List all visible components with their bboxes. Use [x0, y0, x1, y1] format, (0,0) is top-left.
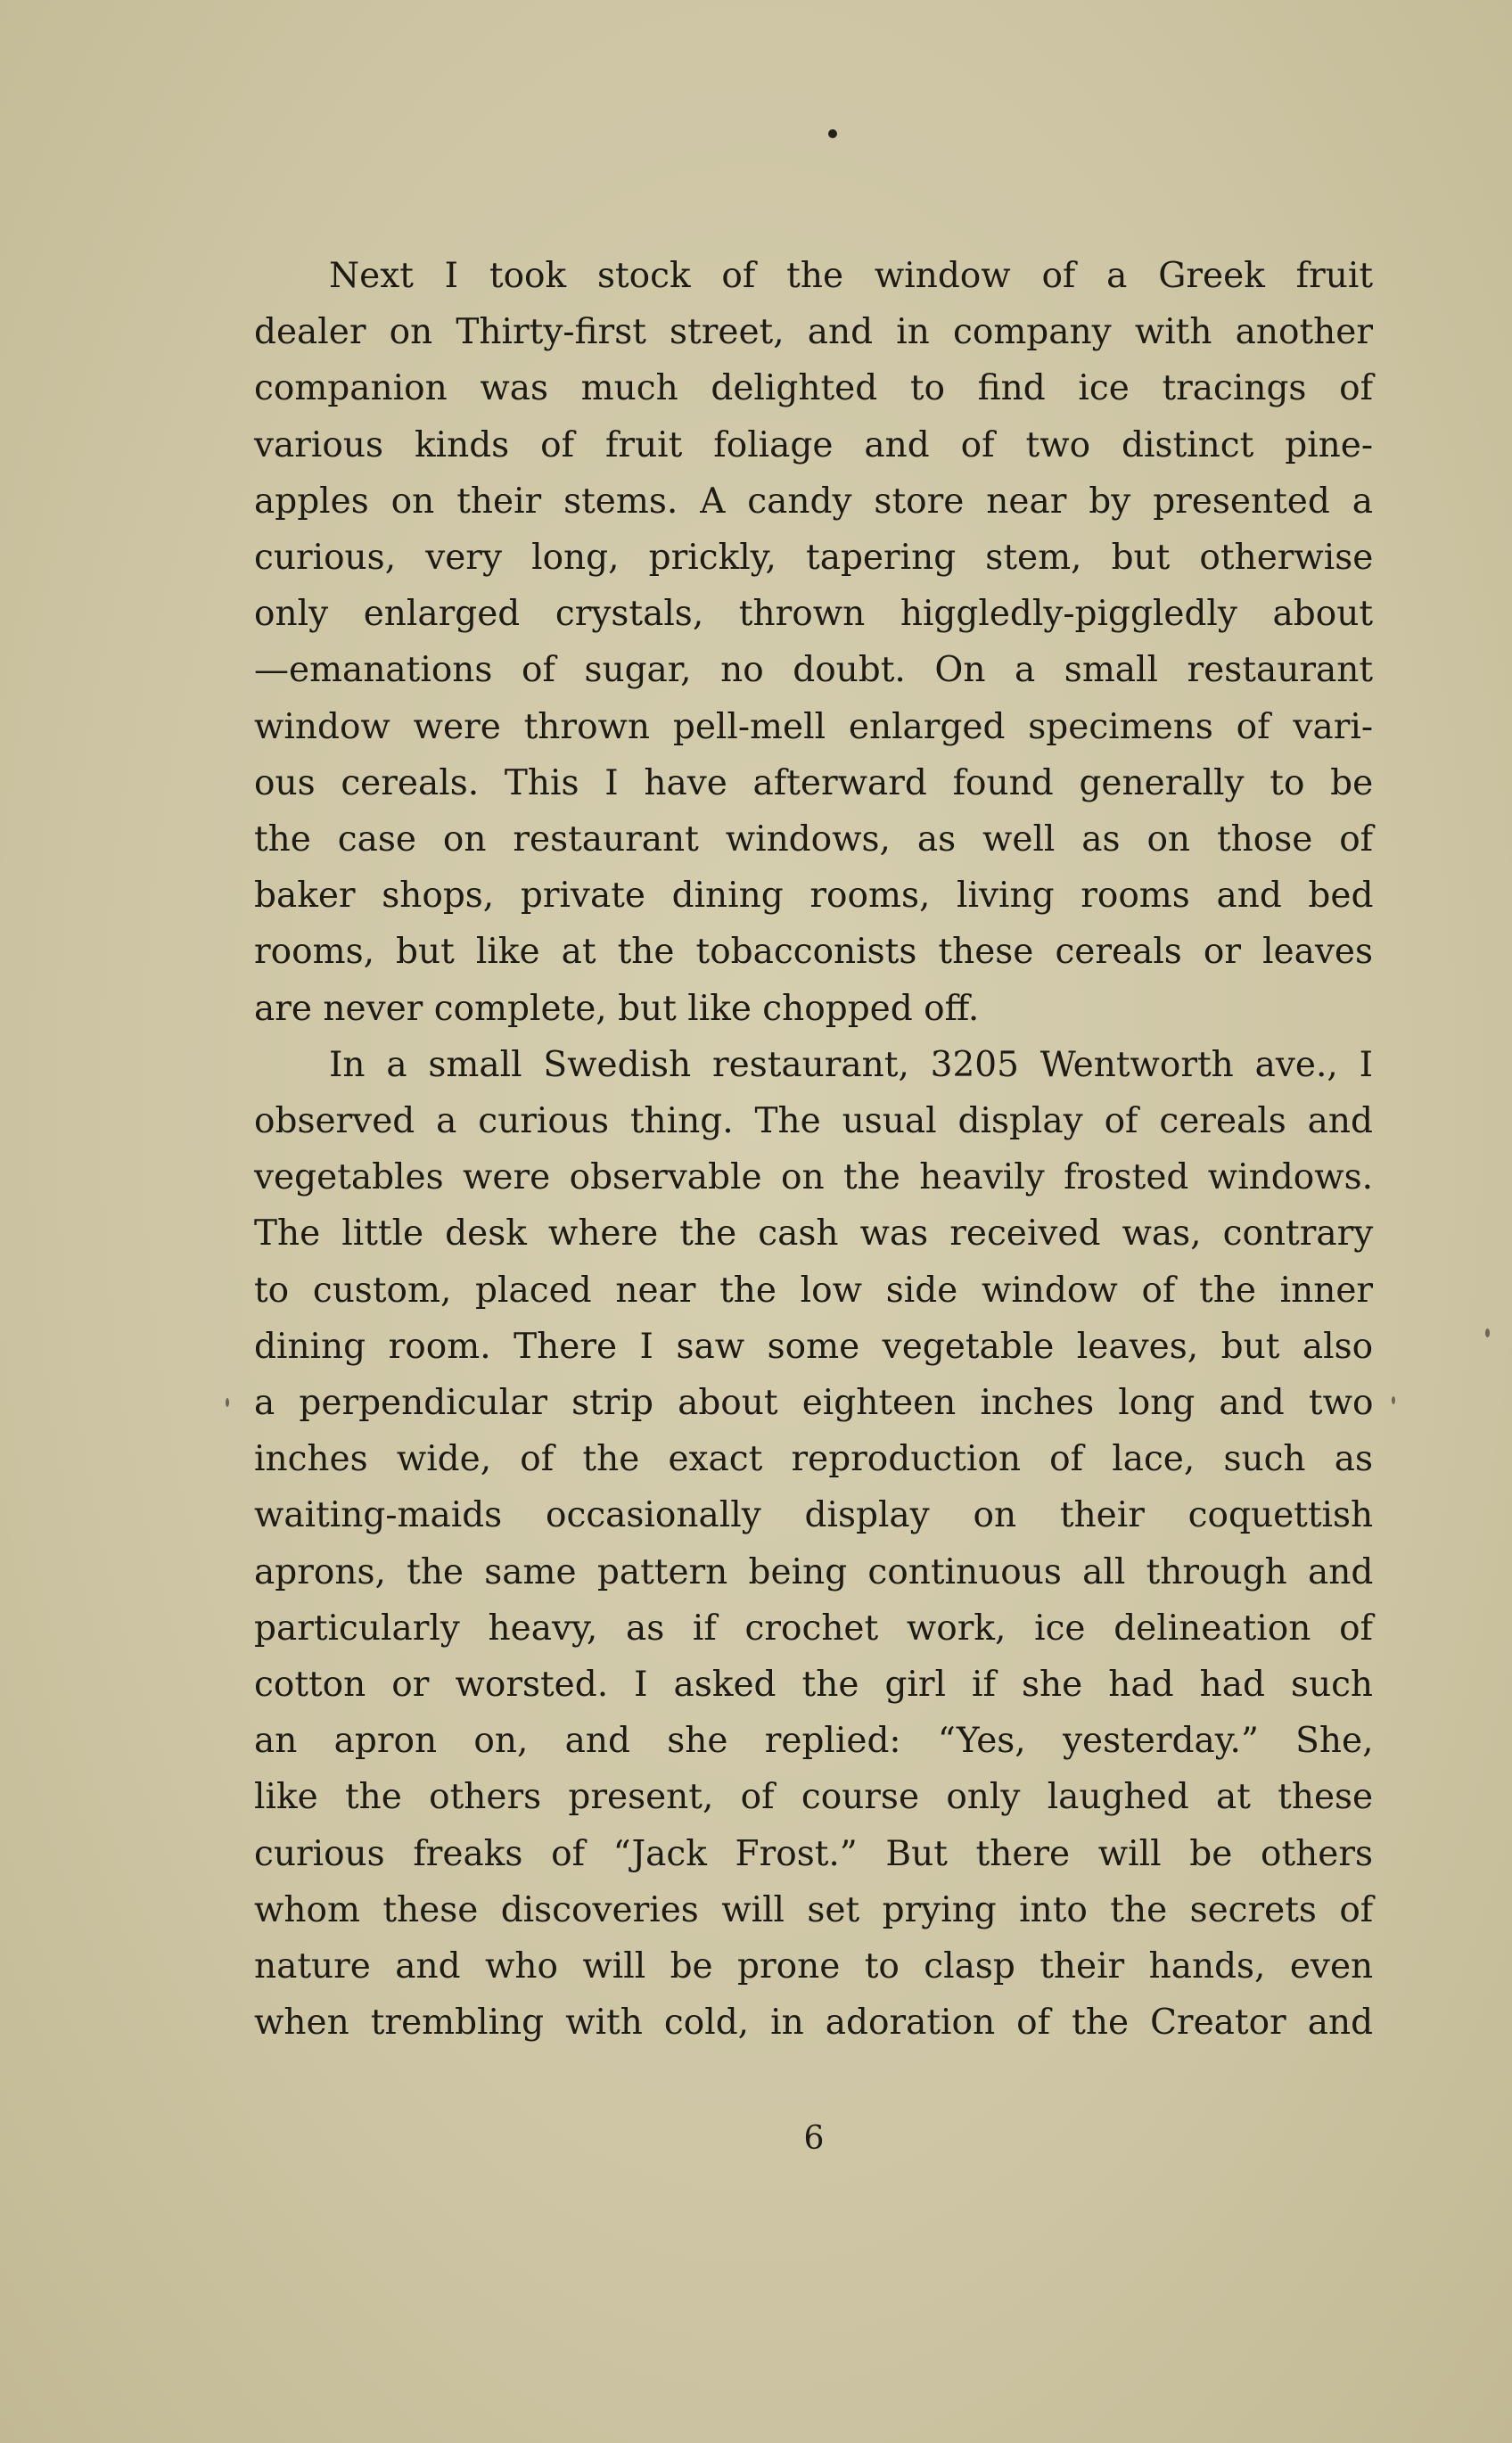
text-line: Next I took stock of the window of a Greek fruit — [329, 256, 1373, 296]
paragraph-1 — [254, 248, 1373, 1037]
text-line: companion was much delighted to find ice tracings of — [254, 368, 1373, 409]
text-line: vegetables were observable on the heavily frosted windows. — [254, 1157, 1373, 1198]
paper-speck — [1485, 1328, 1490, 1337]
text-line: In a small Swedish restaurant, 3205 Wentworth ave., I — [329, 1044, 1373, 1085]
page-number: 6 — [803, 2120, 825, 2157]
text-line: the case on restaurant windows, as well as on those of — [254, 819, 1374, 860]
text-line: waiting-maids occasionally display on their coquettish — [254, 1495, 1374, 1536]
text-line: like the others present, of course only laughed at these — [254, 1777, 1374, 1818]
paper-speck — [226, 1398, 229, 1407]
text-line: inches wide, of the exact reproduction of lace, such as — [254, 1439, 1373, 1480]
text-line: aprons, the same pattern being continuous all through and — [254, 1551, 1374, 1592]
text-line: curious, very long, prickly, tapering stem, but otherwise — [254, 538, 1374, 579]
text-line-last: are never complete, but like chopped off. — [254, 988, 980, 1029]
header-dot-mark — [828, 129, 837, 138]
text-line: apples on their stems. A candy store near by presented a — [254, 481, 1373, 522]
text-line: window were thrown pell-mell enlarged specimens of vari- — [254, 706, 1373, 747]
body-text — [254, 248, 1373, 2052]
paragraph-2 — [254, 1037, 1373, 2052]
text-line: cotton or worsted. I asked the girl if she had had such — [254, 1665, 1374, 1706]
text-line: curious freaks of “Jack Frost.” But there will be others — [254, 1833, 1373, 1874]
text-line: dealer on Thirty-first street, and in company with another — [254, 312, 1373, 353]
text-line: particularly heavy, as if crochet work, ice delineation of — [254, 1608, 1373, 1649]
text-line: whom these discoveries will set prying into the secrets of — [254, 1889, 1374, 1930]
text-line: when trembling with cold, in adoration of the Creator and — [254, 2003, 1374, 2044]
text-line: observed a curious thing. The usual display of cereals and — [254, 1101, 1373, 1142]
text-line: an apron on, and she replied: “Yes, yesterday.” She, — [254, 1721, 1374, 1762]
text-line: ous cereals. This I have afterward found generally to be — [254, 762, 1374, 803]
text-line: nature and who will be prone to clasp their hands, even — [254, 1946, 1374, 1987]
text-line: dining room. There I saw some vegetable leaves, but also — [254, 1326, 1374, 1367]
text-line: rooms, but like at the tobacconists these cereals or leaves — [254, 932, 1374, 973]
paper-speck — [1392, 1396, 1395, 1404]
text-line: baker shops, private dining rooms, living rooms and bed — [254, 876, 1374, 917]
text-line: various kinds of fruit foliage and of two distinct pine- — [254, 424, 1374, 465]
text-line: a perpendicular strip about eighteen inches long and two — [254, 1383, 1374, 1424]
text-line: only enlarged crystals, thrown higgledly-piggledly about — [254, 594, 1374, 635]
text-line: The little desk where the cash was received was, contrary — [254, 1213, 1374, 1254]
text-line: to custom, placed near the low side window of the inner — [254, 1270, 1374, 1311]
text-line: —emanations of sugar, no doubt. On a small restaurant — [254, 650, 1373, 691]
